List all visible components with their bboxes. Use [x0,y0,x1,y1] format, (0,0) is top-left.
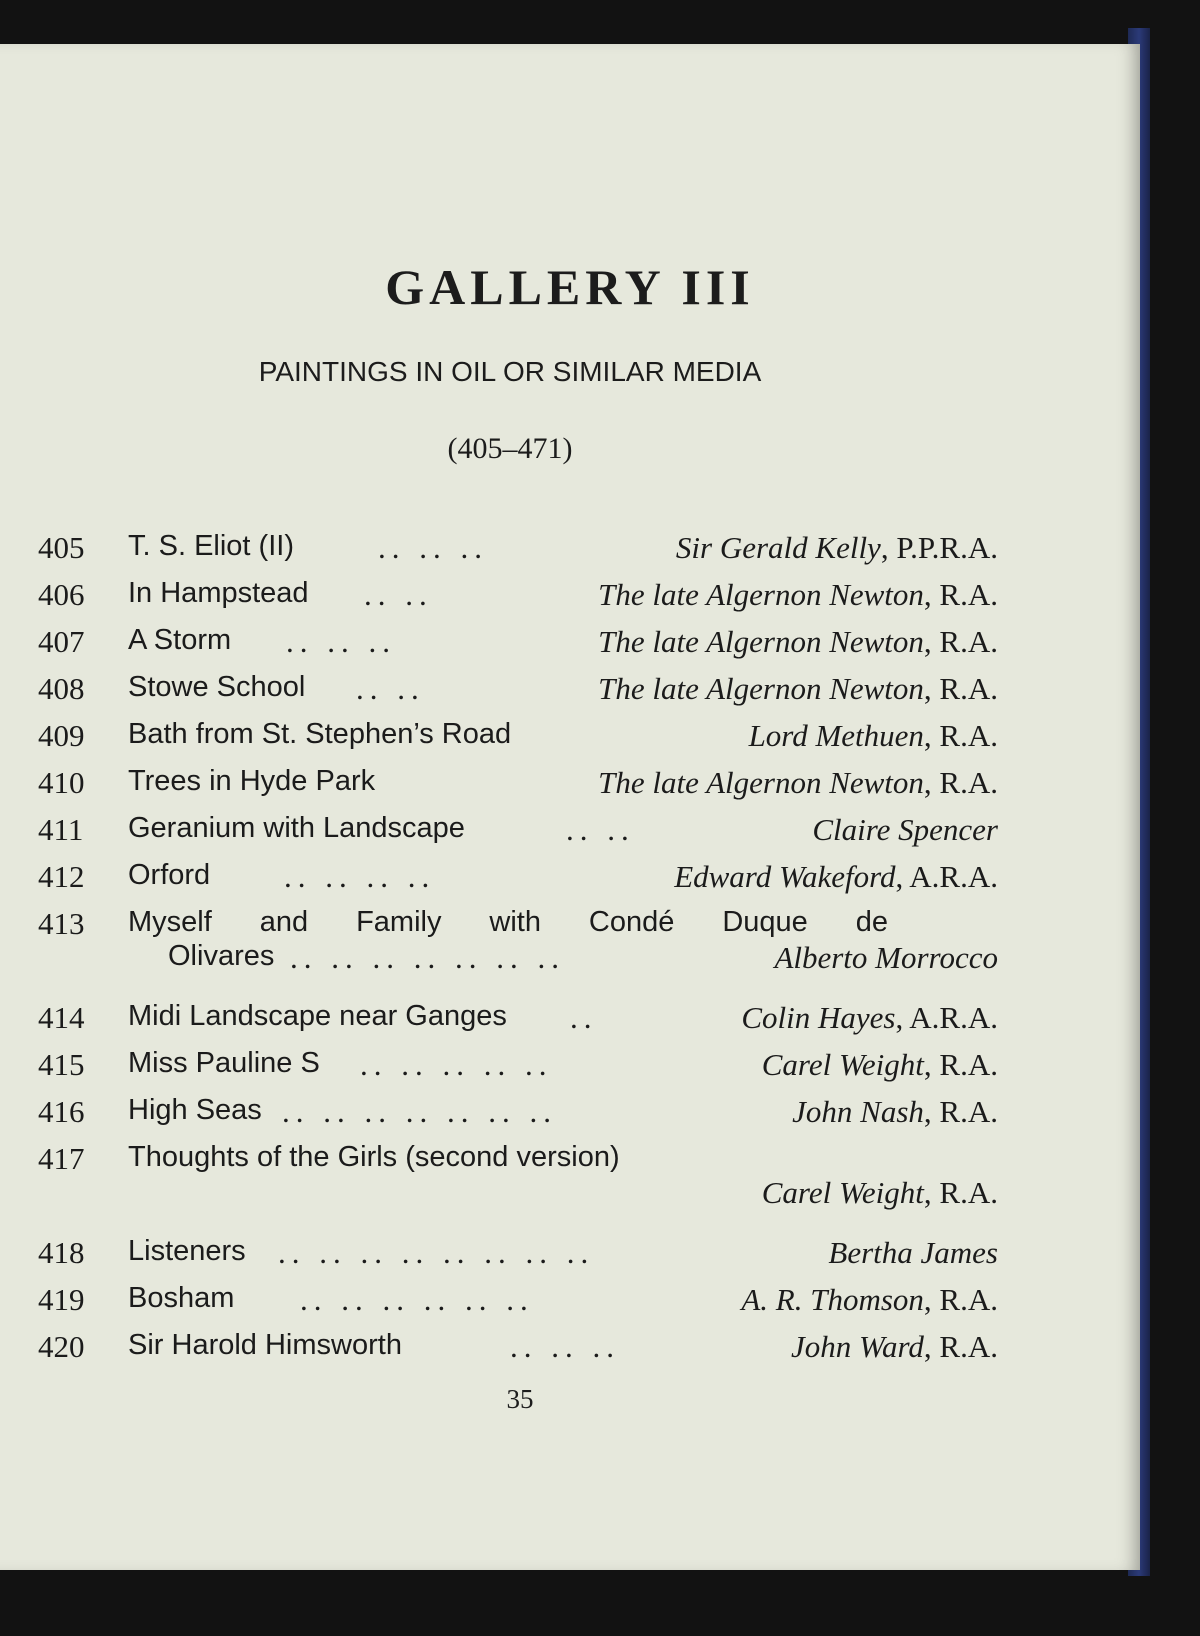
artist-suffix: , R.A. [923,671,998,706]
leader-dots: .. .. .. [286,624,396,659]
catalogue-entry-405 [38,530,998,577]
title-word: Condé [588,906,675,938]
leader-dots: .. .. .. .. .. .. .. [282,1094,557,1129]
entry-artist [828,1235,998,1271]
catalogue-entry-412 [38,859,998,906]
leader-dots: .. [570,1000,598,1035]
gallery-title: GALLERY III [385,259,755,315]
artist-suffix: , A.R.A. [895,1000,998,1035]
leader-dots: .. .. .. .. .. .. [300,1282,534,1317]
entry-title: High Seas [128,1094,262,1126]
entry-artist [741,1000,998,1036]
leader-dots: .. .. [356,671,425,706]
artist-suffix: , R.A. [923,1094,998,1129]
entry-artist [674,859,998,895]
catalogue-entry-417 [38,1141,998,1235]
artist-name: Carel Weight [761,1047,924,1082]
artist-suffix: , R.A. [923,718,998,753]
artist-suffix: , P.P.R.A. [880,530,998,565]
entry-number: 415 [38,1047,85,1082]
entry-artist [741,1282,998,1318]
entry-title: Thoughts of the Girls (second version) [128,1141,620,1173]
artist-name: Claire Spencer [812,812,998,847]
title-word: with [489,906,541,938]
entry-artist [749,718,998,754]
artist-suffix: , R.A. [923,765,998,800]
catalogue-entry-419 [38,1282,998,1329]
entry-number: 412 [38,859,85,894]
entry-number: 417 [38,1141,85,1176]
artist-suffix: , R.A. [923,1175,998,1210]
title-word: Duque [722,906,808,938]
entry-artist [598,577,998,613]
page-number: 35 [506,1384,534,1414]
entry-title: Bosham [128,1282,235,1314]
catalogue-entry-416 [38,1094,998,1141]
catalogue-entry-408 [38,671,998,718]
entry-artist [598,624,998,660]
artist-name: Alberto Morrocco [774,940,998,975]
artist-name: Bertha James [828,1235,998,1270]
entry-number: 410 [38,765,85,800]
entry-number: 413 [38,906,85,941]
catalogue-entry-414 [38,1000,998,1047]
entry-title: Midi Landscape near Ganges [128,1000,507,1032]
leader-dots: .. .. .. .. .. .. .. .. [278,1235,595,1270]
entry-number: 405 [38,530,85,565]
catalogue-entry-410 [38,765,998,812]
entry-artist [774,940,998,976]
gallery-subtitle: PAINTINGS IN OIL OR SIMILAR MEDIA [258,356,762,387]
artist-name: Sir Gerald Kelly [675,530,881,565]
entry-number: 409 [38,718,85,753]
artist-name: Colin Hayes [741,1000,896,1035]
artist-name: The late Algernon Newton [598,577,924,612]
title-word: and [259,906,309,938]
entry-title: In Hampstead [128,577,309,609]
leader-dots: .. .. .. .. .. [360,1047,553,1082]
catalogue-entry-413 [38,906,998,1000]
entry-number: 407 [38,624,85,659]
artist-suffix: , A.R.A. [895,859,998,894]
leader-dots: .. .. .. [510,1329,620,1364]
book-page [0,44,1140,1570]
entry-number: 411 [38,812,84,847]
catalogue-entry-420 [38,1329,998,1376]
leader-dots: .. .. [566,812,635,847]
catalogue-entry-409 [38,718,998,765]
entry-title-line1 [128,906,888,939]
title-word: Family [356,906,442,938]
artist-suffix: , R.A. [923,1047,998,1082]
title-word: de [855,906,888,938]
entry-number: 416 [38,1094,85,1129]
leader-dots: .. .. .. [378,530,488,565]
entry-artist [676,530,998,566]
leader-dots: .. .. .. .. .. .. .. [290,940,565,975]
entry-artist [812,812,998,848]
entry-artist [791,1329,998,1365]
entry-title: Miss Pauline S [128,1047,320,1079]
entry-number: 406 [38,577,85,612]
artist-name: John Ward [791,1329,924,1364]
entry-title: Sir Harold Himsworth [128,1329,402,1361]
entry-title: Orford [128,859,211,891]
artist-name: The late Algernon Newton [598,624,924,659]
catalogue-entry-411 [38,812,998,859]
title-word: Myself [128,906,212,938]
entry-title-line2: Olivares [168,940,275,972]
artist-suffix: , R.A. [923,1282,998,1317]
artist-name: The late Algernon Newton [598,671,924,706]
artist-name: A. R. Thomson [741,1282,924,1317]
entry-artist [762,1175,998,1211]
catalogue-entry-407 [38,624,998,671]
entry-artist [598,671,998,707]
entry-title: Listeners [128,1235,246,1267]
catalogue-entry-406 [38,577,998,624]
artist-name: Edward Wakeford [674,859,896,894]
entry-number: 419 [38,1282,85,1317]
entry-artist [598,765,998,801]
catalogue-range: (405–471) [447,432,573,465]
artist-name: Carel Weight [761,1175,924,1210]
entry-number: 414 [38,1000,85,1035]
artist-suffix: , R.A. [923,577,998,612]
entry-number: 420 [38,1329,85,1364]
entry-title: Geranium with Landscape [128,812,465,844]
entry-title: Bath from St. Stephen’s Road [128,718,512,750]
entry-title: T. S. Eliot (II) [128,530,294,562]
artist-name: John Nash [792,1094,924,1129]
catalogue-entry-415 [38,1047,998,1094]
entry-number: 418 [38,1235,85,1270]
catalogue-list [38,530,998,1376]
entry-title: Trees in Hyde Park [128,765,376,797]
artist-name: The late Algernon Newton [598,765,924,800]
entry-title: A Storm [128,624,232,656]
entry-artist [762,1047,998,1083]
leader-dots: .. .. .. .. [284,859,436,894]
entry-number: 408 [38,671,85,706]
artist-name: Lord Methuen [748,718,924,753]
leader-dots: .. .. [364,577,433,612]
artist-suffix: , R.A. [923,1329,998,1364]
entry-artist [792,1094,998,1130]
artist-suffix: , R.A. [923,624,998,659]
entry-title: Stowe School [128,671,306,703]
catalogue-entry-418 [38,1235,998,1282]
